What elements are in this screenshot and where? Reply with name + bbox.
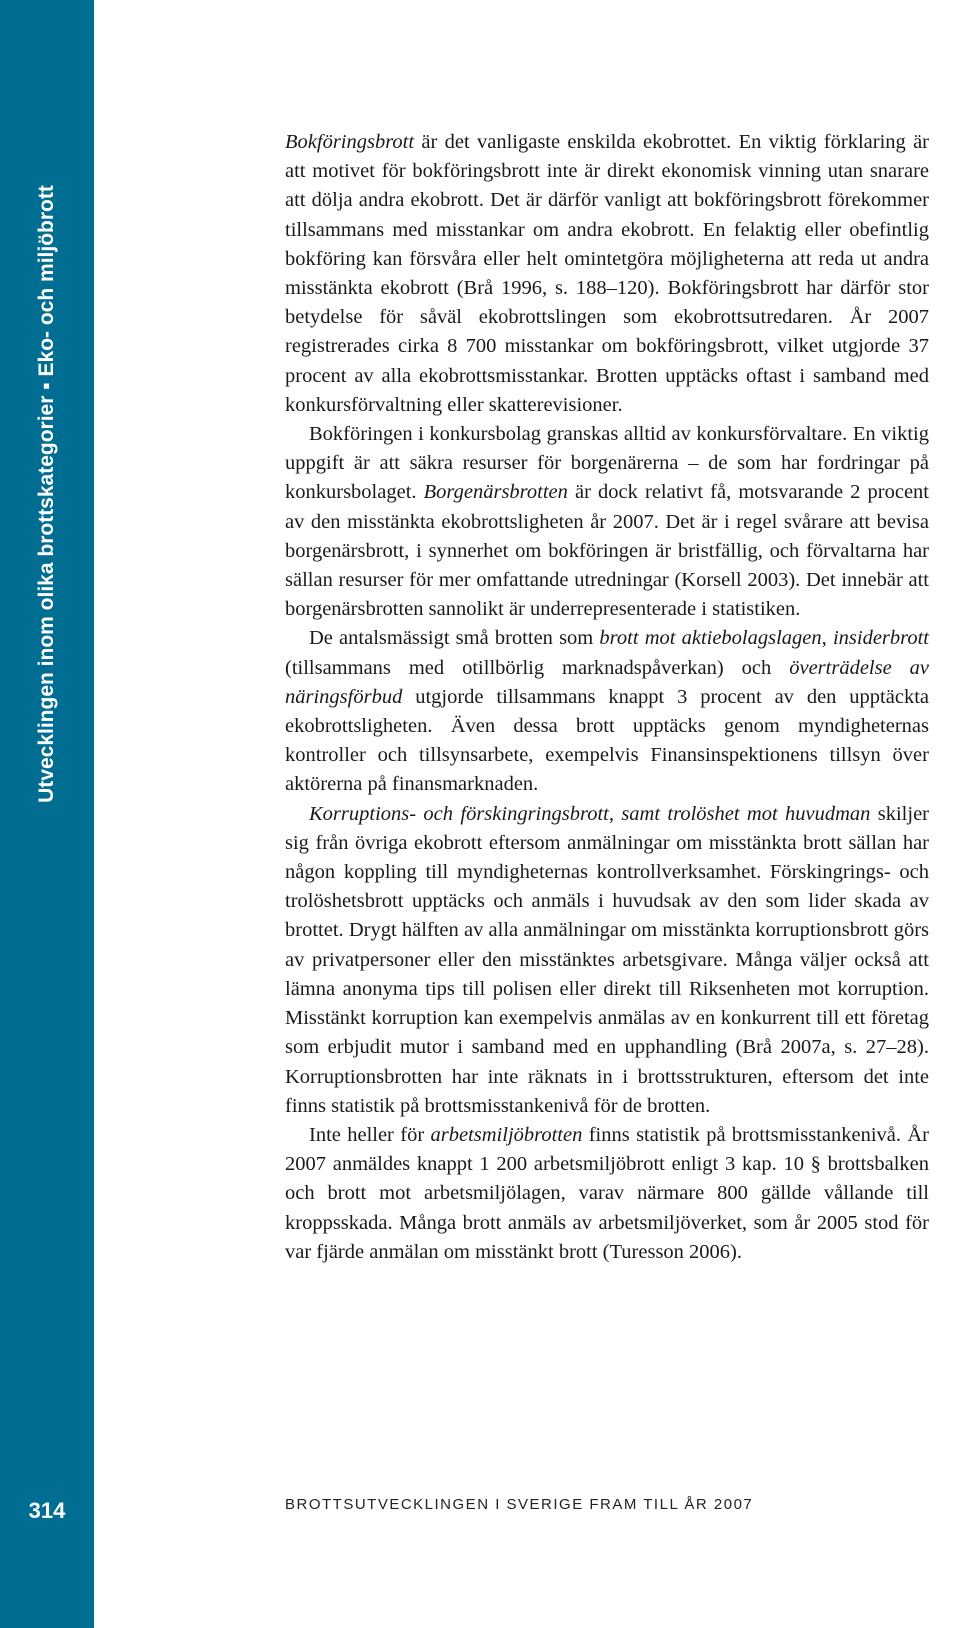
- paragraph-text: är det vanligaste enskilda ekobrottet. En viktig förklaring är att motivet för bokföringsbrott inte är direkt ekonomisk vinning utan snarare att dölja andra ekobrott. Det är därför vanligt att bokföringsbrott förekommer tillsammans med misstankar om andra ekobrott. En felaktig eller obefintlig bokföring kan försvåra eller helt omintetgöra möjligheterna att reda ut andra misstänkta ekobrott (Brå 1996, s. 188–120). Bokföringsbrott har därför stor betydelse för såväl ekobrottslingen som ekobrottsutredaren. År 2007 registrerades cirka 8 700 misstankar om bokföringsbrott, vilket utgjorde 37 procent av alla ekobrottsmisstankar. Brotten upptäcks oftast i samband med konkursförvaltning eller skatterevisioner.: [285, 131, 929, 416]
- sidebar-band: [0, 0, 94, 1628]
- term-bokforingsbrott: Bokföringsbrott: [285, 131, 415, 153]
- paragraph-text: ,: [821, 627, 833, 650]
- paragraph-text: De antalsmässigt små brotten som: [309, 627, 600, 650]
- chapter-title: Utvecklingen inom olika brottskategorier ▪ Eko- och miljöbrott: [35, 185, 58, 803]
- paragraph-text: Bokföringen i konkursbolag granskas alltid av konkursförvaltare. En viktig uppgift är att säkra resurser för borgenärerna – de som har fordringar på konkursbolaget.: [285, 423, 929, 504]
- term-insiderbrott: insiderbrott: [832, 627, 930, 650]
- paragraph-bokforingsbrott: [285, 128, 929, 420]
- term-arbetsmiljobrotten: arbetsmiljöbrotten: [430, 1123, 583, 1146]
- paragraph-text: (tillsammans med otillbörlig marknadspåverkan) och: [285, 656, 790, 679]
- term-aktiebolagslagen: brott mot aktiebolagslagen: [599, 627, 822, 650]
- paragraph-arbetsmiljo: [285, 1121, 929, 1267]
- page-number: 314: [28, 1498, 66, 1523]
- paragraph-aktiebolagslagen: [285, 624, 929, 799]
- paragraph-text: Inte heller för: [309, 1123, 431, 1146]
- paragraph-text: utgjorde tillsammans knappt 3 procent av den upptäckta ekobrottsligheten. Även dessa brott upptäcks genom myndigheternas kontroller och tillsynsarbete, exempelvis Finansinspektionens tillsyn över aktörerna på finansmarknaden.: [285, 685, 929, 796]
- paragraph-text: finns statistik på brottsmisstankenivå. År 2007 anmäldes knappt 1 200 arbetsmiljöbrott enligt 3 kap. 10 § brottsbalken och brott mot arbetsmiljölagen, varav närmare 800 gällde vållande till kroppsskada. Många brott anmäls av arbetsmiljöverket, som år 2005 stod för var fjärde anmälan om misstänkt brott (Turesson 2006).: [285, 1123, 929, 1263]
- running-footer: BROTTSUTVECKLINGEN I SVERIGE FRAM TILL ÅR 2007: [285, 1496, 754, 1513]
- paragraph-text: är dock relativt få, motsvarande 2 procent av den misstänkta ekobrottsligheten år 2007. Det är i regel svårare att bevisa borgenärsbrott, i synnerhet om bokföringen är bristfällig, och förvaltarna har sällan resurser för mer omfattande utredningar (Korsell 2003). Det innebär att borgenärsbrotten sannolikt är underrepresenterade i statistiken.: [285, 481, 930, 621]
- term-borgenarsbrotten: Borgenärsbrotten: [423, 481, 568, 504]
- body-text: [285, 128, 929, 1267]
- term-korruption: Korruptions- och förskingringsbrott, samt trolöshet mot huvudman: [309, 802, 871, 825]
- term-naringsforbud: överträdelse av näringsförbud: [285, 656, 929, 708]
- paragraph-korruption: [285, 800, 929, 1121]
- paragraph-text: skiljer sig från övriga ekobrott eftersom anmälningar om misstänkta brott sällan har någon koppling till myndigheternas kontrollverksamhet. Förskingrings- och trolöshetsbrott upptäcks och anmäls i huvudsak av den som lider skada av brottet. Drygt hälften av alla anmälningar om misstänkta korruptionsbrott görs av privatpersoner eller den misstänktes arbetsgivare. Många väljer också att lämna anonyma tips till polisen eller direkt till Riksenheten mot korruption. Misstänkt korruption kan exempelvis anmälas av en konkurrent till ett företag som erbjudit mutor i samband med en upphandling (Brå 2007a, s. 27–28). Korruptionsbrotten har inte räknats in i brottsstrukturen, eftersom det inte finns statistik på brottsmisstankenivå för de brotten.: [285, 802, 930, 1117]
- paragraph-borgenarsbrott: [285, 420, 929, 624]
